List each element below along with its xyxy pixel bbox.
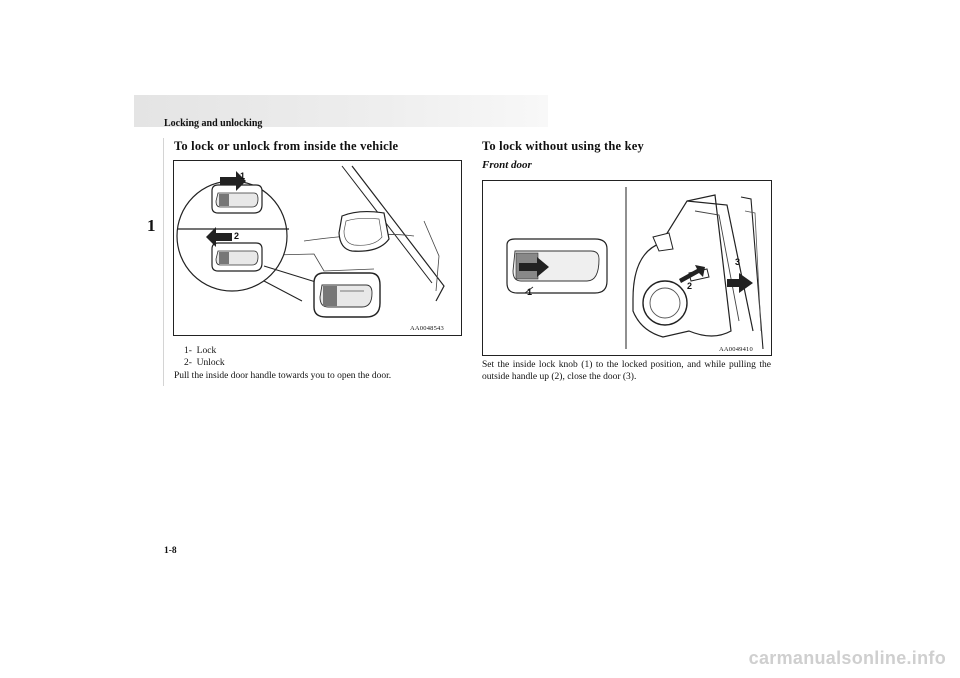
right-callout-1: 1 xyxy=(527,287,533,297)
front-door-drawing xyxy=(483,181,771,355)
chapter-divider xyxy=(163,138,164,386)
right-callout-3: 3 xyxy=(735,257,741,267)
legend-item: 1- Lock xyxy=(184,346,217,356)
right-callout-2: 2 xyxy=(687,281,693,291)
watermark: carmanualsonline.info xyxy=(748,648,946,668)
door-handle-illustration xyxy=(173,160,462,336)
section-header-title: Locking and unlocking xyxy=(164,118,263,129)
right-body-text: Set the inside lock knob (1) to the locked position, and while pulling the outside handle up (2), close the door (3). xyxy=(482,360,771,382)
right-section-heading: To lock without using the key xyxy=(482,139,644,153)
left-callout-1: 1 xyxy=(240,171,246,181)
left-legend xyxy=(184,345,225,369)
left-callout-2: 2 xyxy=(234,231,240,241)
right-figure-code: AA0049410 xyxy=(719,346,753,353)
legend-item: 2- Unlock xyxy=(184,358,225,368)
front-door-illustration xyxy=(482,180,772,356)
page-number: 1-8 xyxy=(164,546,177,556)
left-section-heading: To lock or unlock from inside the vehicle xyxy=(174,139,399,153)
chapter-number: 1 xyxy=(147,216,156,235)
left-body-text: Pull the inside door handle towards you to open the door. xyxy=(174,371,392,381)
left-figure-code: AA0048543 xyxy=(410,325,444,332)
door-handle-drawing xyxy=(174,161,461,335)
right-subheading: Front door xyxy=(482,159,532,171)
